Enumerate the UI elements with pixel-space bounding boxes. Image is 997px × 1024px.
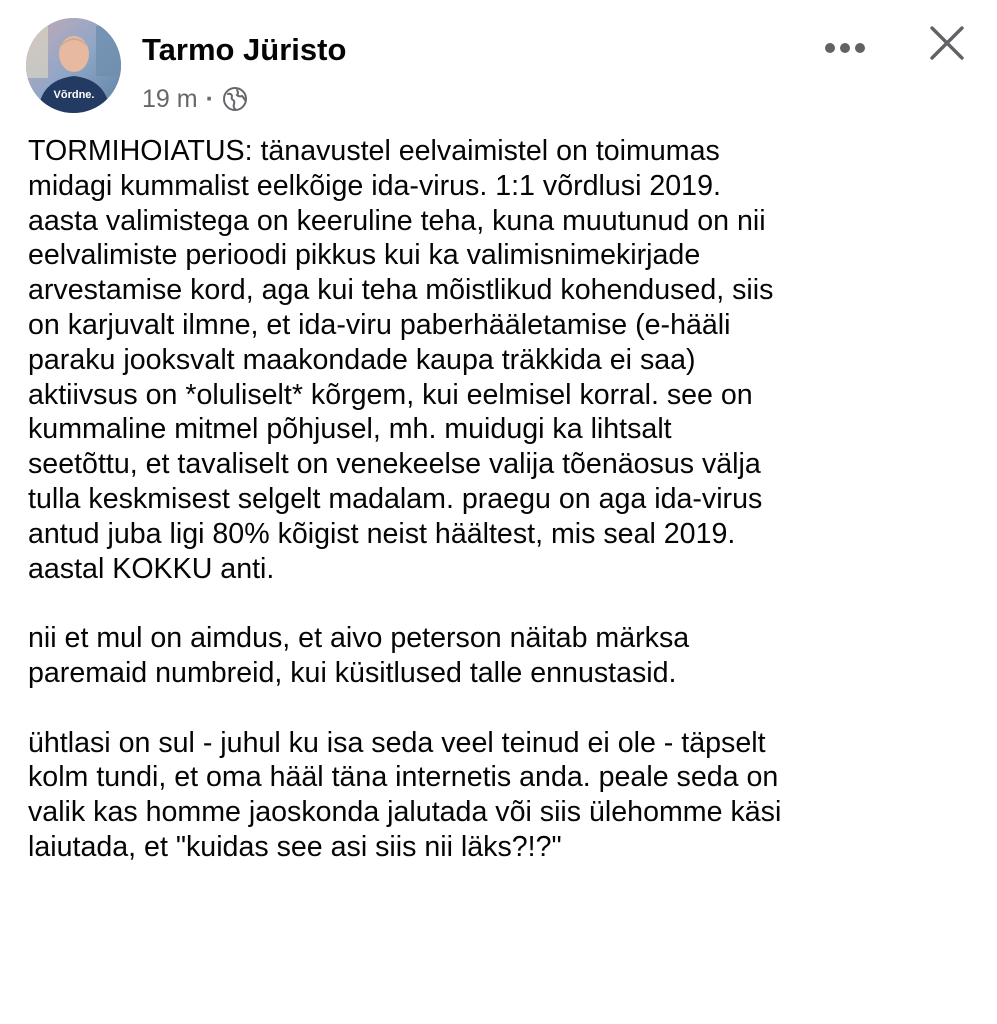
post-text [28, 134, 973, 865]
avatar[interactable] [26, 18, 121, 113]
author-name[interactable]: Tarmo Jüristo [142, 32, 347, 67]
post-paragraph-1: TORMIHOIATUS: tänavustel eelvaimistel on toimumas midagi kummalist eelkõige ida-virus. 1:1 võrdlusi 2019. aasta valimistega on keeruline teha, kuna muutunud on nii eelvalimiste perioodi pikkus kui ka valimisnimekirjade arvestamise kord, aga kui teha mõistlikud kohendused, siis on karjuvalt ilmne, et ida-viru paberhääletamise (e-hääli paraku jooksvalt maakondade kaupa träkkida ei saa) aktiivsus on *oluliselt* kõrgem, kui eelmisel korral. see on kummaline mitmel põhjusel, mh. muidugi ka lihtsalt seetõttu, et tavaliselt on venekeelse valija tõenäosus välja tulla keskmisest selgelt madalam. praegu on aga ida-virus antud juba ligi 80% kõigist neist häältest, mis seal 2019. aastal KOKKU anti. [28, 135, 774, 585]
avatar-photo [26, 18, 121, 113]
post-header [26, 18, 976, 118]
meta-separator: · [205, 84, 214, 113]
close-button[interactable] [922, 18, 972, 68]
more-options-button[interactable] [820, 30, 870, 66]
post-meta [142, 84, 248, 114]
post-paragraph-3: ühtlasi on sul - juhul ku isa seda veel teinud ei ole - täpselt kolm tundi, et oma hääl täna internetis anda. peale seda on valik kas homme jaoskonda jalutada või siis ülehomme käsi laiutada, et "kuidas see asi siis nii läks?!?" [28, 726, 782, 863]
post-paragraph-2: nii et mul on aimdus, et aivo peterson näitab märksa paremaid numbreid, kui küsitlused talle ennustasid. [28, 622, 690, 689]
more-dots-icon [823, 41, 867, 55]
globe-icon[interactable] [222, 86, 248, 112]
post-time[interactable]: 19 m [142, 84, 198, 113]
close-icon [929, 25, 965, 61]
avatar-shirt-text: Võrdne. [53, 89, 95, 101]
